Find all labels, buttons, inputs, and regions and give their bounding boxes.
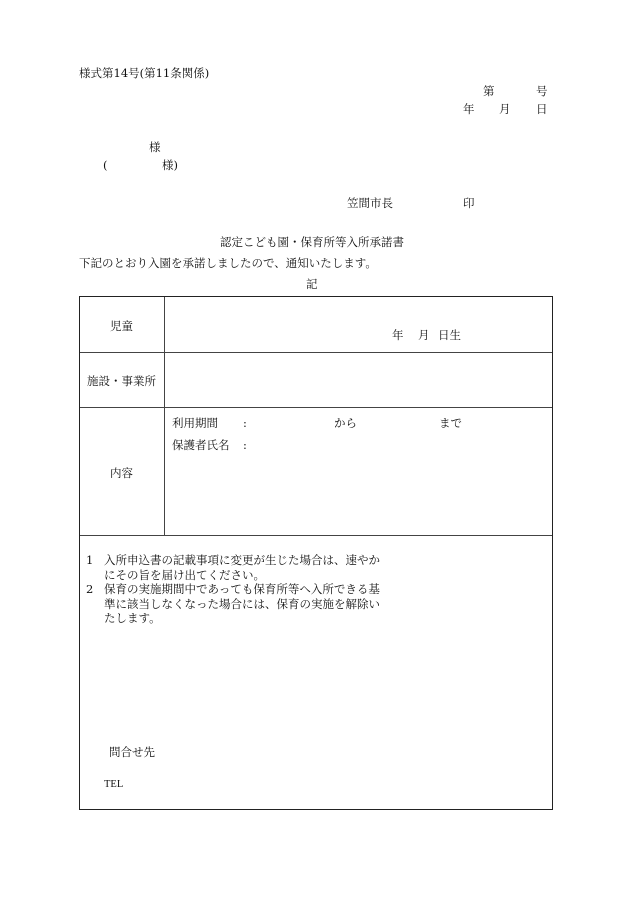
note-number: 2 <box>86 582 94 596</box>
date-day: 日 <box>536 102 548 116</box>
seal-mark: 印 <box>463 196 475 210</box>
note-item <box>86 582 386 626</box>
form-number: 様式第14号(第11条関係) <box>79 66 210 80</box>
date-month: 月 <box>499 102 511 116</box>
doc-no-prefix: 第 <box>483 84 495 98</box>
document-title: 認定こども園・保育所等入所承諾書 <box>220 235 404 249</box>
date-year: 年 <box>463 102 475 116</box>
note-item <box>86 553 386 582</box>
issuer-title: 笠間市長 <box>347 196 393 210</box>
guardian-label: 保護者氏名 <box>172 438 230 452</box>
facility-label: 施設・事業所 <box>87 374 156 388</box>
period-colon: : <box>243 416 247 430</box>
intro-text: 下記のとおり入園を承諾しましたので、通知いたします。 <box>79 256 377 270</box>
guardian-colon: : <box>243 438 247 452</box>
row-divider <box>80 407 552 408</box>
birth-year: 年 <box>392 328 404 342</box>
period-to: まで <box>439 416 462 430</box>
content-label: 内容 <box>110 466 133 480</box>
contact-label: 問合せ先 <box>109 745 155 759</box>
notes-section <box>80 535 552 809</box>
ki-mark: 記 <box>306 277 318 291</box>
period-from: から <box>334 416 357 430</box>
addressee-paren-open: ( <box>103 158 108 172</box>
addressee-honorific: 様 <box>149 140 161 154</box>
approval-form-table <box>79 296 553 810</box>
doc-no-suffix: 号 <box>536 84 548 98</box>
row-divider <box>80 352 552 353</box>
note-text: 保育の実施期間中であっても保育所等へ入所できる基準に該当しなくなった場合には、保育の実施を解除いたします。 <box>104 582 380 625</box>
contact-tel: TEL <box>104 779 124 790</box>
column-divider <box>164 297 165 535</box>
notes-list <box>86 553 386 626</box>
addressee-paren-honorific: 様) <box>162 158 178 172</box>
birth-month: 月 <box>418 328 430 342</box>
birth-day: 日生 <box>438 328 461 342</box>
child-label: 児童 <box>110 319 133 333</box>
note-number: 1 <box>86 553 94 567</box>
period-label: 利用期間 <box>172 416 218 430</box>
note-text: 入所申込書の記載事項に変更が生じた場合は、速やかにその旨を届け出てください。 <box>104 553 380 582</box>
